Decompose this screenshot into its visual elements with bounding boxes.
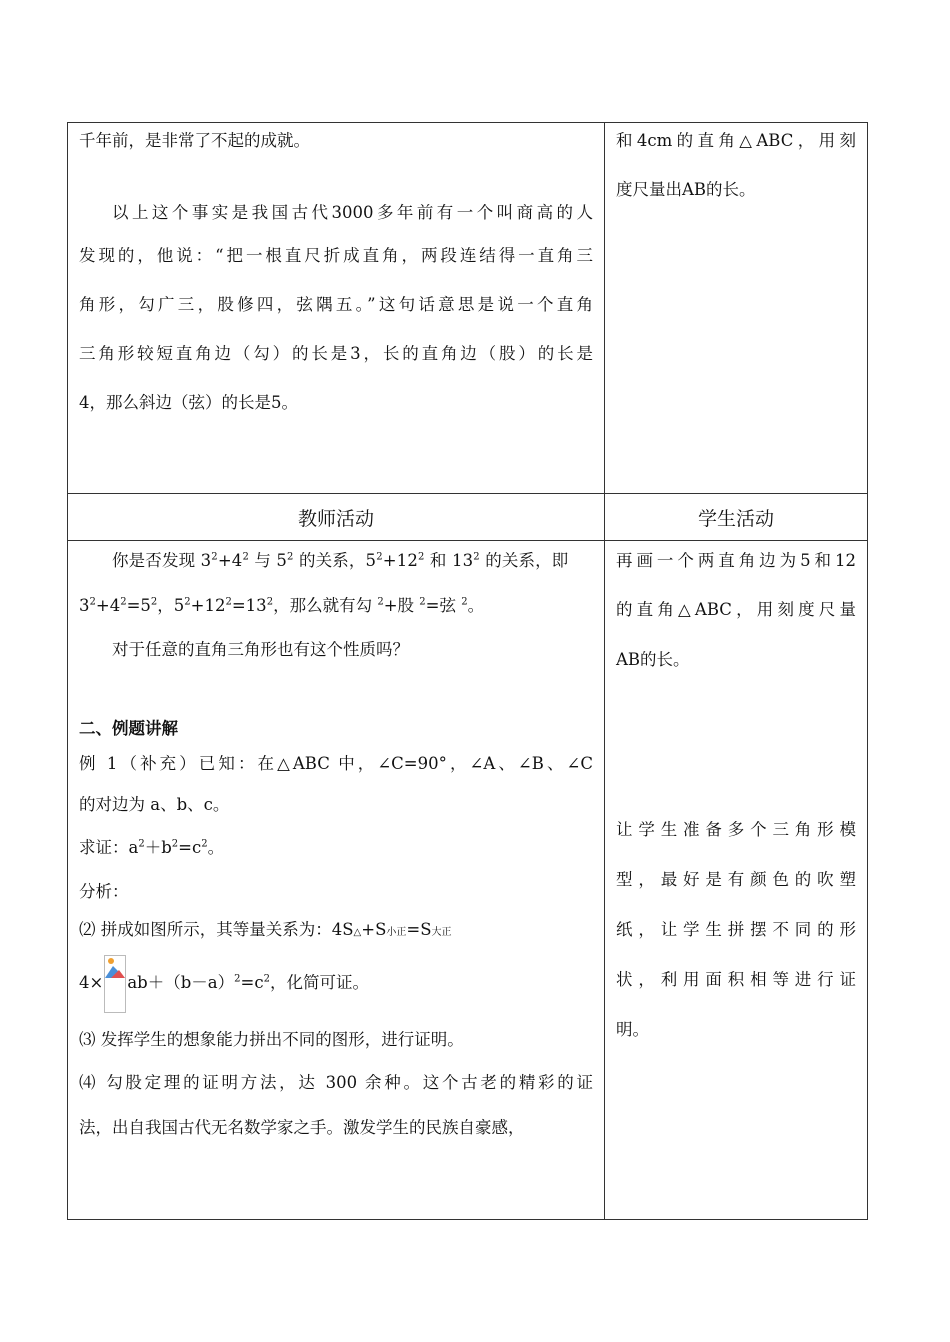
paragraph: 法，出自我国古代无名数学家之手。激发学生的民族自豪感， bbox=[79, 1118, 525, 1137]
paragraph: 4× $ab+(b-a)^2=c^2$，化简可证。 bbox=[79, 949, 593, 1017]
paragraph: 状，利用面积相等进行证 bbox=[616, 970, 856, 989]
paragraph: ⑷ 勾股定理的证明方法，达 300 余种。这个古老的精彩的证 bbox=[79, 1073, 593, 1092]
paragraph: 对于任意的直角三角形也有这个性质吗？ bbox=[112, 640, 409, 659]
paragraph: $3^2+4^2=5^2$，$5^2+12^2=13^2$，那么就有勾 $^2$+股 $^2$=弦 $^2$。 bbox=[79, 596, 485, 615]
paragraph: 分析： bbox=[79, 882, 129, 901]
lesson-plan-table bbox=[67, 122, 868, 1220]
paragraph: 纸，让学生拼摆不同的形 bbox=[616, 920, 856, 939]
paragraph: AB的长。 bbox=[616, 650, 690, 669]
table-header-row bbox=[68, 494, 868, 541]
table-row bbox=[68, 123, 868, 494]
teacher-cell bbox=[68, 123, 605, 494]
paragraph: 千年前，是非常了不起的成就。 bbox=[79, 131, 310, 150]
paragraph: 的直角△ABC，用刻度尺量 bbox=[616, 600, 856, 619]
broken-image-icon bbox=[104, 955, 126, 1013]
teacher-cell bbox=[68, 541, 605, 1220]
paragraph: 求证：$a^2+b^2=c^2$。 bbox=[79, 838, 225, 857]
paragraph: 的对边为 a、b、c。 bbox=[79, 795, 230, 814]
paragraph: 以上这个事实是我国古代3000多年前有一个叫商高的人 bbox=[112, 203, 593, 222]
paragraph: ⑵ 拼成如图所示，其等量关系为：4S△+S小正=S大正 bbox=[79, 920, 452, 939]
paragraph: 你是否发现 $3^2+4^2$ 与 $5^2$ 的关系，$5^2+12^2$ 和 $13^2$ 的关系，即 bbox=[112, 551, 569, 570]
paragraph: 型，最好是有颜色的吹塑 bbox=[616, 870, 856, 889]
header-student-activity: 学生活动 bbox=[605, 494, 868, 541]
student-cell bbox=[605, 541, 868, 1220]
paragraph: 让学生准备多个三角形模 bbox=[616, 820, 856, 839]
student-cell bbox=[605, 123, 868, 494]
spacer bbox=[79, 670, 593, 714]
table-row bbox=[68, 541, 868, 1220]
section-heading: 二、例题讲解 bbox=[79, 719, 178, 738]
paragraph: 和4cm的直角△ABC，用刻 bbox=[616, 131, 856, 150]
paragraph: 角形，勾广三，股修四，弦隅五。”这句话意思是说一个直角 bbox=[79, 295, 593, 314]
header-teacher-activity: 教师活动 bbox=[68, 494, 605, 541]
paragraph: 三角形较短直角边（勾）的长是3，长的直角边（股）的长是 bbox=[79, 344, 593, 363]
paragraph: 再画一个两直角边为5和12 bbox=[616, 551, 856, 570]
paragraph: 4，那么斜边（弦）的长是5。 bbox=[79, 393, 298, 412]
paragraph: ⑶ 发挥学生的想象能力拼出不同的图形，进行证明。 bbox=[79, 1030, 464, 1049]
paragraph: 明。 bbox=[616, 1020, 649, 1039]
paragraph: 例 1（补充）已知：在△ABC 中，∠C=90°，∠A、∠B、∠C bbox=[79, 754, 593, 773]
paragraph: 度尺量出AB的长。 bbox=[616, 180, 756, 199]
paragraph: 发现的，他说：“把一根直尺折成直角，两段连结得一直角三 bbox=[79, 246, 593, 265]
spacer bbox=[616, 675, 856, 805]
